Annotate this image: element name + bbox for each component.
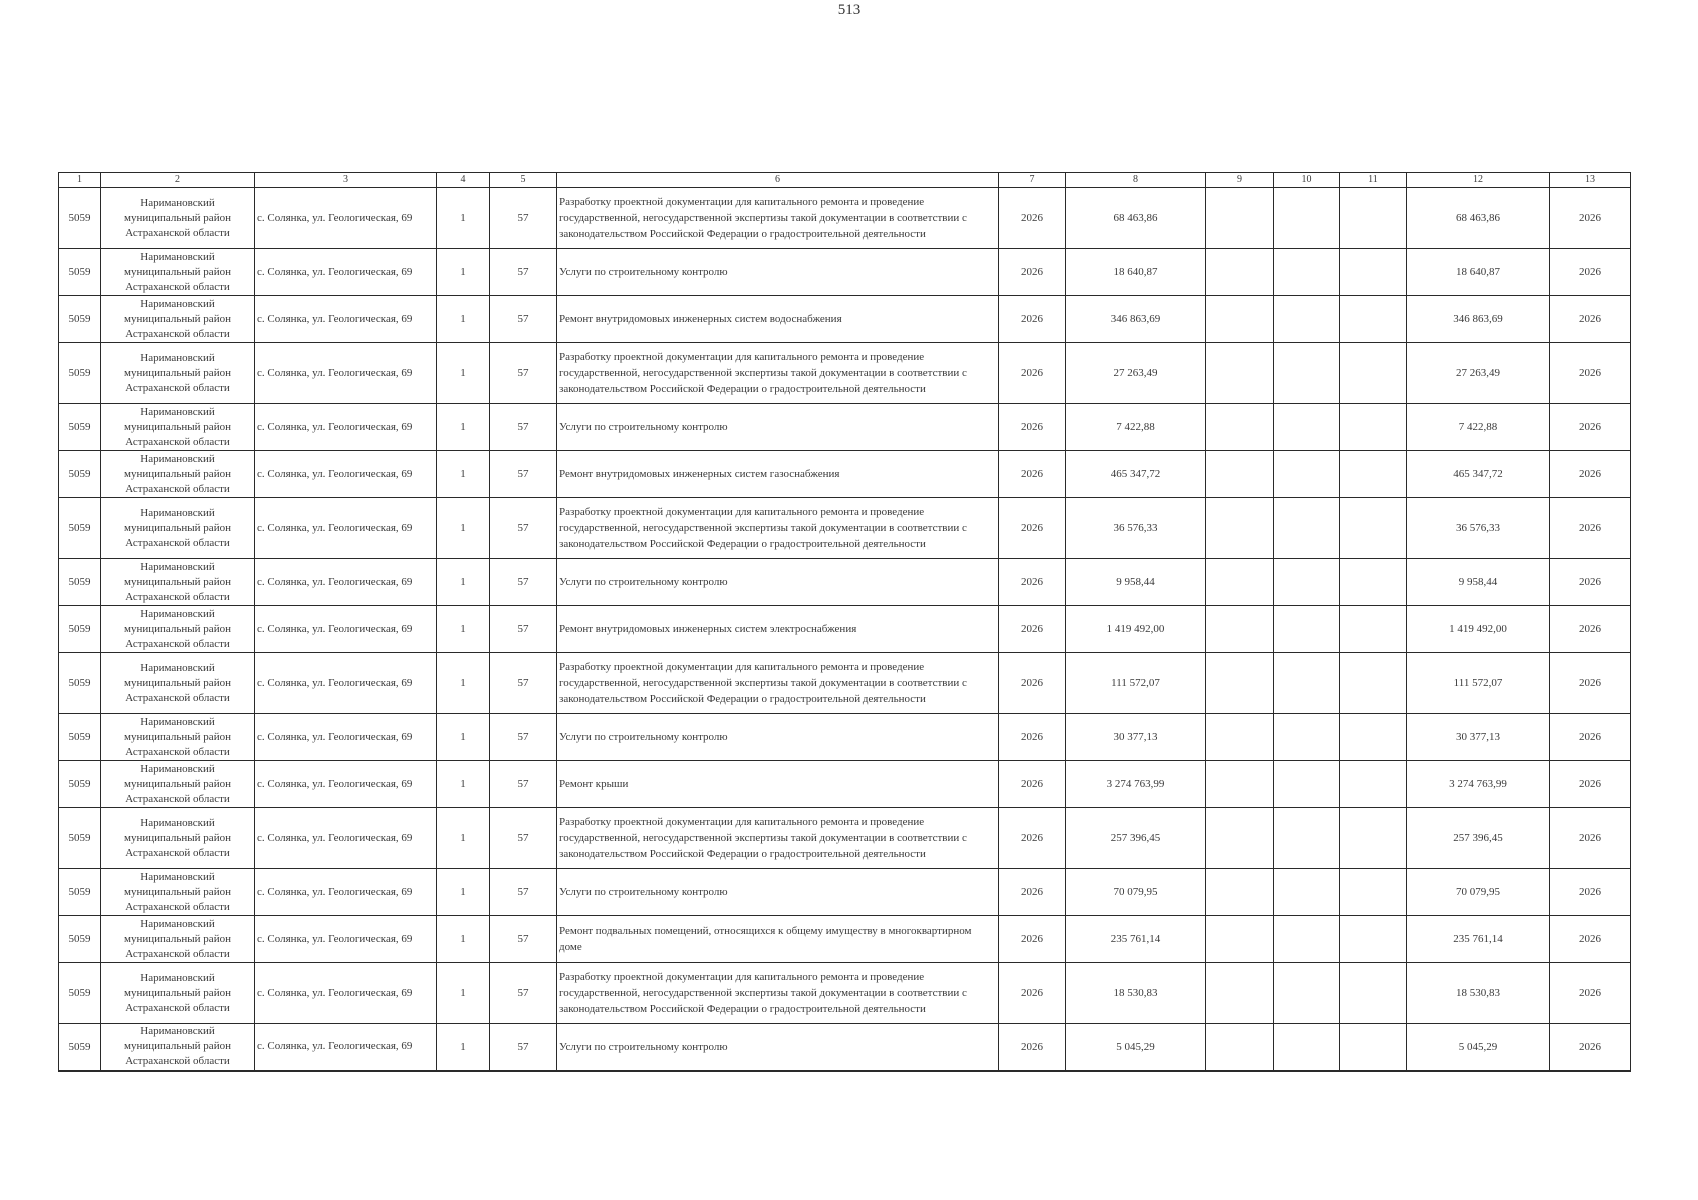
table-row <box>59 559 1631 606</box>
table-row <box>59 188 1631 249</box>
table-row <box>59 606 1631 653</box>
column-13-cell: 2026 <box>1550 296 1631 343</box>
column-10-cell <box>1274 869 1340 916</box>
row-id-cell: 5059 <box>59 1024 101 1071</box>
row-id-cell: 5059 <box>59 404 101 451</box>
column-11-cell <box>1340 559 1407 606</box>
column-header: 6 <box>557 173 999 188</box>
cost-cell: 30 377,13 <box>1066 714 1206 761</box>
column-12-cell: 346 863,69 <box>1407 296 1550 343</box>
column-4-cell: 1 <box>437 653 490 714</box>
column-4-cell: 1 <box>437 714 490 761</box>
column-5-cell: 57 <box>490 714 557 761</box>
year-cell: 2026 <box>999 559 1066 606</box>
column-header: 10 <box>1274 173 1340 188</box>
column-11-cell <box>1340 606 1407 653</box>
address-cell: с. Солянка, ул. Геологическая, 69 <box>255 559 437 606</box>
column-9-cell <box>1206 869 1274 916</box>
work-type-cell: Ремонт крыши <box>557 761 999 808</box>
year-cell: 2026 <box>999 761 1066 808</box>
column-13-cell: 2026 <box>1550 451 1631 498</box>
column-5-cell: 57 <box>490 869 557 916</box>
column-11-cell <box>1340 808 1407 869</box>
column-4-cell: 1 <box>437 916 490 963</box>
cost-cell: 18 640,87 <box>1066 249 1206 296</box>
column-11-cell <box>1340 761 1407 808</box>
table-row <box>59 343 1631 404</box>
column-5-cell: 57 <box>490 451 557 498</box>
column-9-cell <box>1206 808 1274 869</box>
district-cell: Наримановский муниципальный район Астраханской области <box>101 869 255 916</box>
cost-cell: 9 958,44 <box>1066 559 1206 606</box>
column-9-cell <box>1206 343 1274 404</box>
column-12-cell: 111 572,07 <box>1407 653 1550 714</box>
work-type-cell: Ремонт внутридомовых инженерных систем электроснабжения <box>557 606 999 653</box>
column-header: 3 <box>255 173 437 188</box>
capital-repair-table <box>58 172 1631 1072</box>
column-12-cell: 68 463,86 <box>1407 188 1550 249</box>
year-cell: 2026 <box>999 188 1066 249</box>
column-10-cell <box>1274 343 1340 404</box>
column-9-cell <box>1206 653 1274 714</box>
column-11-cell <box>1340 404 1407 451</box>
cost-cell: 1 419 492,00 <box>1066 606 1206 653</box>
column-4-cell: 1 <box>437 1024 490 1071</box>
column-12-cell: 70 079,95 <box>1407 869 1550 916</box>
cost-cell: 70 079,95 <box>1066 869 1206 916</box>
column-5-cell: 57 <box>490 808 557 869</box>
work-type-cell: Услуги по строительному контролю <box>557 249 999 296</box>
district-cell: Наримановский муниципальный район Астраханской области <box>101 916 255 963</box>
column-11-cell <box>1340 188 1407 249</box>
district-cell: Наримановский муниципальный район Астраханской области <box>101 714 255 761</box>
address-cell: с. Солянка, ул. Геологическая, 69 <box>255 808 437 869</box>
table-row <box>59 761 1631 808</box>
column-12-cell: 9 958,44 <box>1407 559 1550 606</box>
column-4-cell: 1 <box>437 343 490 404</box>
address-cell: с. Солянка, ул. Геологическая, 69 <box>255 714 437 761</box>
row-id-cell: 5059 <box>59 916 101 963</box>
table-row <box>59 1024 1631 1071</box>
cost-cell: 68 463,86 <box>1066 188 1206 249</box>
column-4-cell: 1 <box>437 606 490 653</box>
column-header: 2 <box>101 173 255 188</box>
year-cell: 2026 <box>999 451 1066 498</box>
column-12-cell: 257 396,45 <box>1407 808 1550 869</box>
district-cell: Наримановский муниципальный район Астраханской области <box>101 296 255 343</box>
column-13-cell: 2026 <box>1550 963 1631 1024</box>
column-4-cell: 1 <box>437 404 490 451</box>
column-9-cell <box>1206 963 1274 1024</box>
district-cell: Наримановский муниципальный район Астраханской области <box>101 249 255 296</box>
column-4-cell: 1 <box>437 963 490 1024</box>
column-10-cell <box>1274 404 1340 451</box>
work-type-cell: Ремонт внутридомовых инженерных систем водоснабжения <box>557 296 999 343</box>
column-5-cell: 57 <box>490 188 557 249</box>
cost-cell: 7 422,88 <box>1066 404 1206 451</box>
address-cell: с. Солянка, ул. Геологическая, 69 <box>255 498 437 559</box>
column-10-cell <box>1274 188 1340 249</box>
cost-cell: 111 572,07 <box>1066 653 1206 714</box>
address-cell: с. Солянка, ул. Геологическая, 69 <box>255 188 437 249</box>
address-cell: с. Солянка, ул. Геологическая, 69 <box>255 296 437 343</box>
column-10-cell <box>1274 249 1340 296</box>
column-9-cell <box>1206 296 1274 343</box>
district-cell: Наримановский муниципальный район Астраханской области <box>101 188 255 249</box>
column-4-cell: 1 <box>437 498 490 559</box>
address-cell: с. Солянка, ул. Геологическая, 69 <box>255 761 437 808</box>
row-id-cell: 5059 <box>59 761 101 808</box>
work-type-cell: Услуги по строительному контролю <box>557 714 999 761</box>
column-11-cell <box>1340 451 1407 498</box>
column-9-cell <box>1206 404 1274 451</box>
work-type-cell: Услуги по строительному контролю <box>557 404 999 451</box>
cost-cell: 5 045,29 <box>1066 1024 1206 1071</box>
column-11-cell <box>1340 963 1407 1024</box>
column-header: 1 <box>59 173 101 188</box>
column-12-cell: 36 576,33 <box>1407 498 1550 559</box>
table-row <box>59 498 1631 559</box>
cost-cell: 3 274 763,99 <box>1066 761 1206 808</box>
district-cell: Наримановский муниципальный район Астраханской области <box>101 343 255 404</box>
year-cell: 2026 <box>999 404 1066 451</box>
column-header: 12 <box>1407 173 1550 188</box>
column-11-cell <box>1340 653 1407 714</box>
column-9-cell <box>1206 559 1274 606</box>
year-cell: 2026 <box>999 498 1066 559</box>
work-type-cell: Разработку проектной документации для капитального ремонта и проведение государственной, негосударственной экспертизы такой документации в соответствии с законодательством Российской Федерации о градостроительной деятельности <box>557 188 999 249</box>
cost-cell: 465 347,72 <box>1066 451 1206 498</box>
column-4-cell: 1 <box>437 249 490 296</box>
column-13-cell: 2026 <box>1550 761 1631 808</box>
table-row <box>59 808 1631 869</box>
column-12-cell: 1 419 492,00 <box>1407 606 1550 653</box>
column-11-cell <box>1340 714 1407 761</box>
column-4-cell: 1 <box>437 869 490 916</box>
row-id-cell: 5059 <box>59 296 101 343</box>
column-11-cell <box>1340 1024 1407 1071</box>
address-cell: с. Солянка, ул. Геологическая, 69 <box>255 1024 437 1071</box>
table-row <box>59 916 1631 963</box>
table-body <box>59 188 1631 1071</box>
column-13-cell: 2026 <box>1550 808 1631 869</box>
column-9-cell <box>1206 188 1274 249</box>
address-cell: с. Солянка, ул. Геологическая, 69 <box>255 963 437 1024</box>
table-row <box>59 404 1631 451</box>
column-4-cell: 1 <box>437 296 490 343</box>
district-cell: Наримановский муниципальный район Астраханской области <box>101 451 255 498</box>
column-10-cell <box>1274 451 1340 498</box>
column-4-cell: 1 <box>437 188 490 249</box>
district-cell: Наримановский муниципальный район Астраханской области <box>101 963 255 1024</box>
column-10-cell <box>1274 963 1340 1024</box>
row-id-cell: 5059 <box>59 869 101 916</box>
column-12-cell: 30 377,13 <box>1407 714 1550 761</box>
column-13-cell: 2026 <box>1550 404 1631 451</box>
table-row <box>59 296 1631 343</box>
district-cell: Наримановский муниципальный район Астраханской области <box>101 559 255 606</box>
row-id-cell: 5059 <box>59 249 101 296</box>
column-10-cell <box>1274 714 1340 761</box>
column-header: 9 <box>1206 173 1274 188</box>
column-12-cell: 27 263,49 <box>1407 343 1550 404</box>
column-13-cell: 2026 <box>1550 714 1631 761</box>
column-4-cell: 1 <box>437 451 490 498</box>
row-id-cell: 5059 <box>59 808 101 869</box>
work-type-cell: Ремонт внутридомовых инженерных систем газоснабжения <box>557 451 999 498</box>
column-10-cell <box>1274 296 1340 343</box>
table-row <box>59 249 1631 296</box>
column-10-cell <box>1274 606 1340 653</box>
address-cell: с. Солянка, ул. Геологическая, 69 <box>255 653 437 714</box>
column-12-cell: 7 422,88 <box>1407 404 1550 451</box>
work-type-cell: Разработку проектной документации для капитального ремонта и проведение государственной, негосударственной экспертизы такой документации в соответствии с законодательством Российской Федерации о градостроительной деятельности <box>557 653 999 714</box>
column-13-cell: 2026 <box>1550 1024 1631 1071</box>
column-5-cell: 57 <box>490 559 557 606</box>
column-header: 7 <box>999 173 1066 188</box>
column-13-cell: 2026 <box>1550 916 1631 963</box>
work-type-cell: Услуги по строительному контролю <box>557 1024 999 1071</box>
year-cell: 2026 <box>999 606 1066 653</box>
column-10-cell <box>1274 808 1340 869</box>
table-row <box>59 963 1631 1024</box>
column-number-header-row <box>59 173 1631 188</box>
column-5-cell: 57 <box>490 761 557 808</box>
column-9-cell <box>1206 249 1274 296</box>
column-header: 13 <box>1550 173 1631 188</box>
address-cell: с. Солянка, ул. Геологическая, 69 <box>255 404 437 451</box>
row-id-cell: 5059 <box>59 498 101 559</box>
column-5-cell: 57 <box>490 249 557 296</box>
column-4-cell: 1 <box>437 559 490 606</box>
district-cell: Наримановский муниципальный район Астраханской области <box>101 808 255 869</box>
work-type-cell: Услуги по строительному контролю <box>557 869 999 916</box>
column-13-cell: 2026 <box>1550 869 1631 916</box>
row-id-cell: 5059 <box>59 343 101 404</box>
work-type-cell: Ремонт подвальных помещений, относящихся к общему имуществу в многоквартирном доме <box>557 916 999 963</box>
district-cell: Наримановский муниципальный район Астраханской области <box>101 761 255 808</box>
address-cell: с. Солянка, ул. Геологическая, 69 <box>255 869 437 916</box>
cost-cell: 18 530,83 <box>1066 963 1206 1024</box>
district-cell: Наримановский муниципальный район Астраханской области <box>101 606 255 653</box>
column-11-cell <box>1340 343 1407 404</box>
table-row <box>59 653 1631 714</box>
column-header: 4 <box>437 173 490 188</box>
year-cell: 2026 <box>999 808 1066 869</box>
column-13-cell: 2026 <box>1550 249 1631 296</box>
district-cell: Наримановский муниципальный район Астраханской области <box>101 498 255 559</box>
year-cell: 2026 <box>999 296 1066 343</box>
year-cell: 2026 <box>999 343 1066 404</box>
work-type-cell: Разработку проектной документации для капитального ремонта и проведение государственной, негосударственной экспертизы такой документации в соответствии с законодательством Российской Федерации о градостроительной деятельности <box>557 963 999 1024</box>
column-9-cell <box>1206 761 1274 808</box>
address-cell: с. Солянка, ул. Геологическая, 69 <box>255 451 437 498</box>
column-header: 8 <box>1066 173 1206 188</box>
page-number: 513 <box>837 2 861 18</box>
column-9-cell <box>1206 498 1274 559</box>
column-13-cell: 2026 <box>1550 559 1631 606</box>
column-5-cell: 57 <box>490 296 557 343</box>
column-4-cell: 1 <box>437 761 490 808</box>
column-9-cell <box>1206 1024 1274 1071</box>
table-row <box>59 451 1631 498</box>
row-id-cell: 5059 <box>59 606 101 653</box>
column-9-cell <box>1206 451 1274 498</box>
column-11-cell <box>1340 916 1407 963</box>
address-cell: с. Солянка, ул. Геологическая, 69 <box>255 606 437 653</box>
column-10-cell <box>1274 1024 1340 1071</box>
work-type-cell: Услуги по строительному контролю <box>557 559 999 606</box>
column-5-cell: 57 <box>490 343 557 404</box>
address-cell: с. Солянка, ул. Геологическая, 69 <box>255 916 437 963</box>
address-cell: с. Солянка, ул. Геологическая, 69 <box>255 249 437 296</box>
column-12-cell: 18 530,83 <box>1407 963 1550 1024</box>
address-cell: с. Солянка, ул. Геологическая, 69 <box>255 343 437 404</box>
column-9-cell <box>1206 606 1274 653</box>
table-row <box>59 714 1631 761</box>
row-id-cell: 5059 <box>59 451 101 498</box>
column-11-cell <box>1340 249 1407 296</box>
work-type-cell: Разработку проектной документации для капитального ремонта и проведение государственной, негосударственной экспертизы такой документации в соответствии с законодательством Российской Федерации о градостроительной деятельности <box>557 808 999 869</box>
work-type-cell: Разработку проектной документации для капитального ремонта и проведение государственной, негосударственной экспертизы такой документации в соответствии с законодательством Российской Федерации о градостроительной деятельности <box>557 343 999 404</box>
column-5-cell: 57 <box>490 404 557 451</box>
row-id-cell: 5059 <box>59 188 101 249</box>
column-13-cell: 2026 <box>1550 653 1631 714</box>
column-11-cell <box>1340 498 1407 559</box>
column-10-cell <box>1274 916 1340 963</box>
column-12-cell: 235 761,14 <box>1407 916 1550 963</box>
cost-cell: 235 761,14 <box>1066 916 1206 963</box>
column-13-cell: 2026 <box>1550 188 1631 249</box>
year-cell: 2026 <box>999 249 1066 296</box>
column-5-cell: 57 <box>490 606 557 653</box>
year-cell: 2026 <box>999 916 1066 963</box>
column-13-cell: 2026 <box>1550 498 1631 559</box>
column-13-cell: 2026 <box>1550 606 1631 653</box>
year-cell: 2026 <box>999 714 1066 761</box>
column-12-cell: 465 347,72 <box>1407 451 1550 498</box>
year-cell: 2026 <box>999 653 1066 714</box>
column-5-cell: 57 <box>490 653 557 714</box>
column-4-cell: 1 <box>437 808 490 869</box>
cost-cell: 27 263,49 <box>1066 343 1206 404</box>
column-9-cell <box>1206 916 1274 963</box>
column-5-cell: 57 <box>490 1024 557 1071</box>
column-10-cell <box>1274 761 1340 808</box>
row-id-cell: 5059 <box>59 963 101 1024</box>
row-id-cell: 5059 <box>59 559 101 606</box>
column-12-cell: 5 045,29 <box>1407 1024 1550 1071</box>
column-10-cell <box>1274 498 1340 559</box>
year-cell: 2026 <box>999 963 1066 1024</box>
row-id-cell: 5059 <box>59 653 101 714</box>
column-header: 5 <box>490 173 557 188</box>
row-id-cell: 5059 <box>59 714 101 761</box>
column-11-cell <box>1340 296 1407 343</box>
column-header: 11 <box>1340 173 1407 188</box>
year-cell: 2026 <box>999 869 1066 916</box>
cost-cell: 36 576,33 <box>1066 498 1206 559</box>
column-10-cell <box>1274 653 1340 714</box>
cost-cell: 257 396,45 <box>1066 808 1206 869</box>
cost-cell: 346 863,69 <box>1066 296 1206 343</box>
column-12-cell: 18 640,87 <box>1407 249 1550 296</box>
column-9-cell <box>1206 714 1274 761</box>
district-cell: Наримановский муниципальный район Астраханской области <box>101 1024 255 1071</box>
year-cell: 2026 <box>999 1024 1066 1071</box>
column-10-cell <box>1274 559 1340 606</box>
column-5-cell: 57 <box>490 498 557 559</box>
column-5-cell: 57 <box>490 916 557 963</box>
column-12-cell: 3 274 763,99 <box>1407 761 1550 808</box>
district-cell: Наримановский муниципальный район Астраханской области <box>101 404 255 451</box>
column-11-cell <box>1340 869 1407 916</box>
work-type-cell: Разработку проектной документации для капитального ремонта и проведение государственной, негосударственной экспертизы такой документации в соответствии с законодательством Российской Федерации о градостроительной деятельности <box>557 498 999 559</box>
column-13-cell: 2026 <box>1550 343 1631 404</box>
district-cell: Наримановский муниципальный район Астраханской области <box>101 653 255 714</box>
column-5-cell: 57 <box>490 963 557 1024</box>
table-row <box>59 869 1631 916</box>
